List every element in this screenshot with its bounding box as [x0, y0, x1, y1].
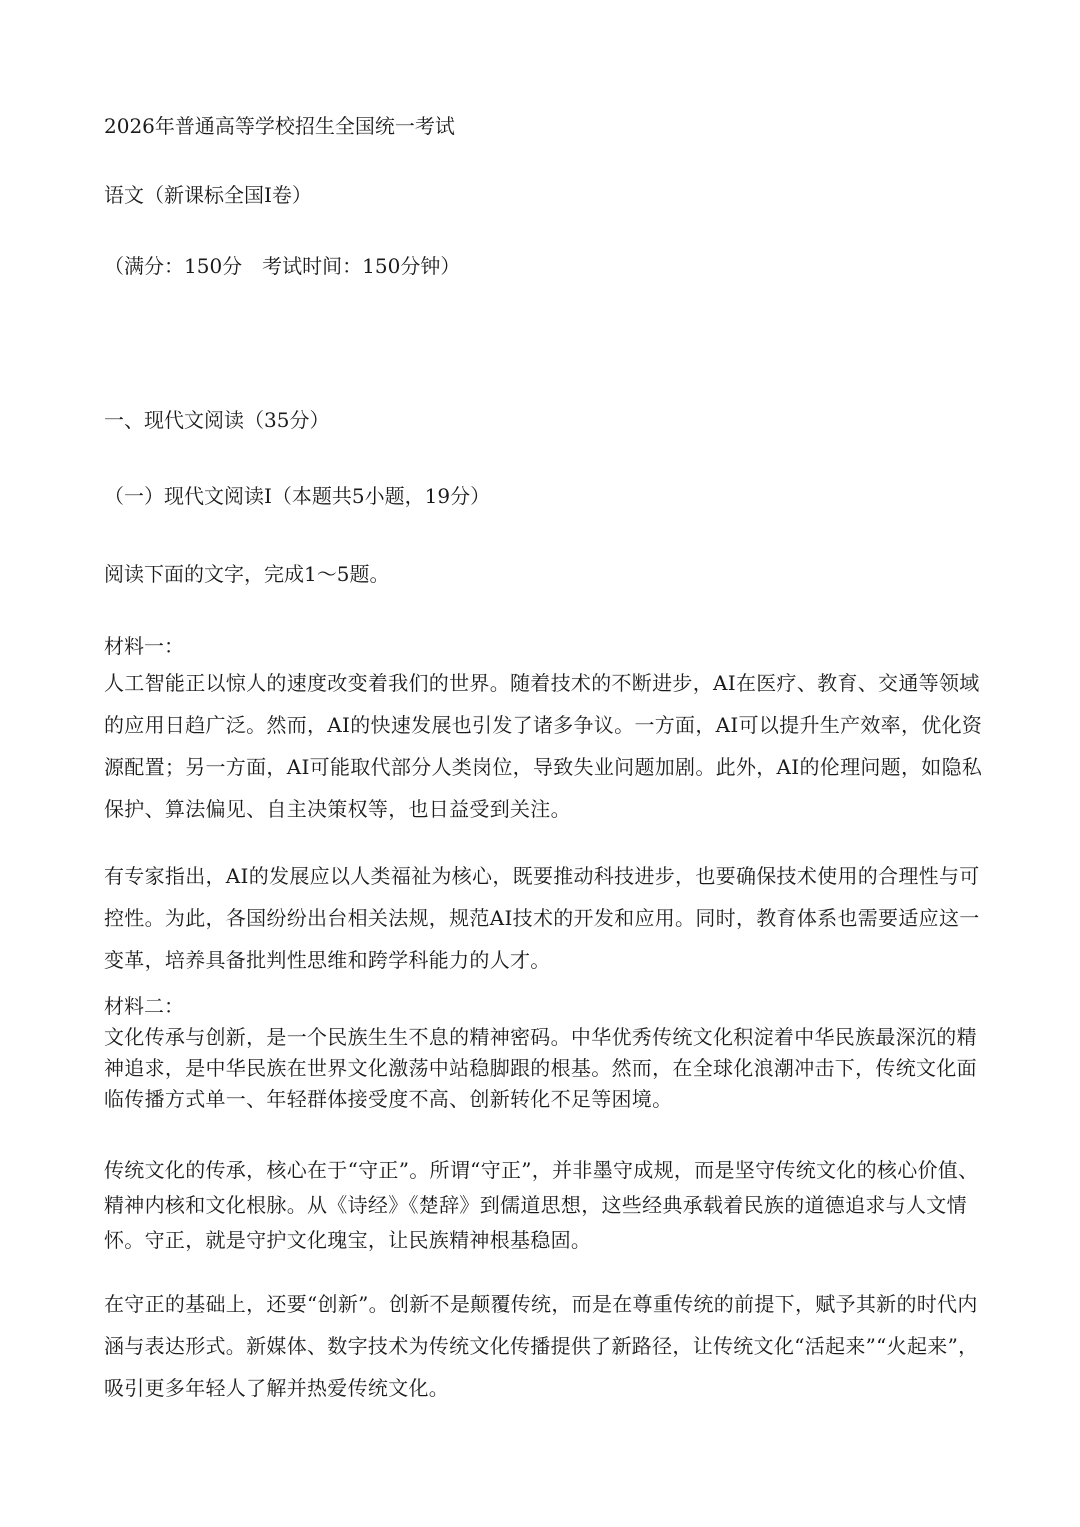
material-2-label: 材料二： — [104, 994, 184, 1018]
section-instruction: 阅读下面的文字，完成1～5题。 — [104, 562, 390, 586]
material-1-paragraph-1: 人工智能正以惊人的速度改变着我们的世界。随着技术的不断进步，AI在医疗、教育、交通等领域的应用日趋广泛。然而，AI的快速发展也引发了诸多争议。一方面，AI可以提升生产效率，优化资源配置；另一方面，AI可能取代部分人类岗位，导致失业问题加剧。此外，AI的伦理问题，如隐私保护、算法偏见、自主决策权等，也日益受到关注。 — [104, 671, 983, 821]
material-2-paragraph-1: 文化传承与创新，是一个民族生生不息的精神密码。中华优秀传统文化积淀着中华民族最深沉的精神追求，是中华民族在世界文化激荡中站稳脚跟的根基。然而，在全球化浪潮冲击下，传统文化面临传播方式单一、年轻群体接受度不高、创新转化不足等困境。 — [104, 1025, 977, 1111]
exam-title: 2026年普通高等学校招生全国统一考试 — [104, 114, 455, 138]
section-subheading: （一）现代文阅读Ⅰ（本题共5小题，19分） — [104, 484, 491, 508]
material-2-paragraph-2: 传统文化的传承，核心在于“守正”。所谓“守正”，并非墨守成规，而是坚守传统文化的核心价值、精神内核和文化根脉。从《诗经》《楚辞》到儒道思想，这些经典承载着民族的道德追求与人文情怀。守正，就是守护文化瑰宝，让民族精神根基稳固。 — [104, 1158, 979, 1252]
exam-subject: 语文（新课标全国Ⅰ卷） — [104, 183, 312, 207]
material-2-paragraph-3: 在守正的基础上，还要“创新”。创新不是颠覆传统，而是在尊重传统的前提下，赋予其新的时代内涵与表达形式。新媒体、数字技术为传统文化传播提供了新路径，让传统文化“活起来”“火起来”，吸引更多年轻人了解并热爱传统文化。 — [104, 1292, 979, 1400]
material-1-paragraph-2: 有专家指出，AI的发展应以人类福祉为核心，既要推动科技进步，也要确保技术使用的合理性与可控性。为此，各国纷纷出台相关法规，规范AI技术的开发和应用。同时，教育体系也需要适应这一变革，培养具备批判性思维和跨学科能力的人才。 — [104, 864, 980, 972]
material-1-label: 材料一： — [104, 634, 184, 658]
section-heading: 一、现代文阅读（35分） — [104, 408, 330, 432]
exam-meta: （满分：150分 考试时间：150分钟） — [104, 254, 461, 278]
